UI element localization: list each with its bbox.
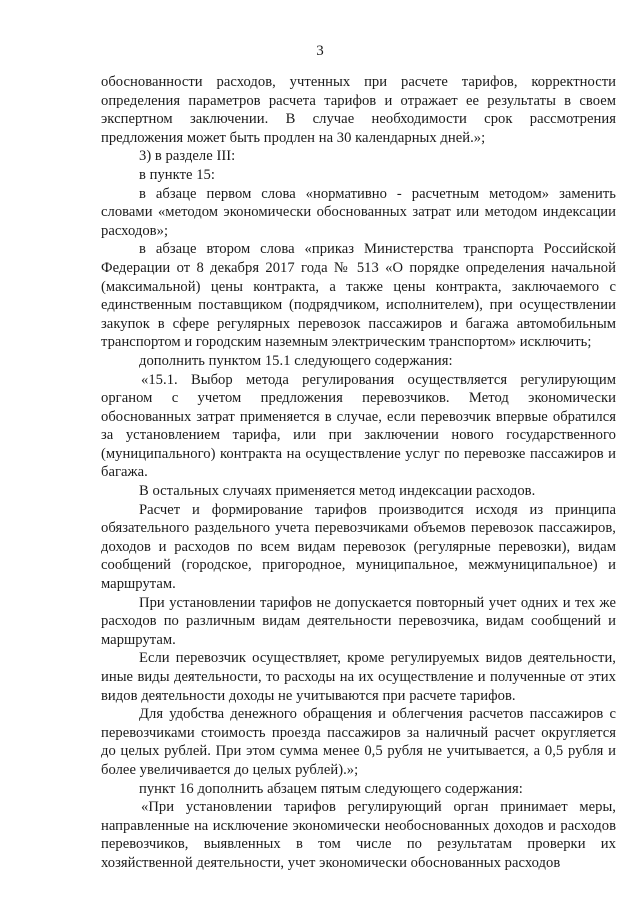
paragraph: 3) в разделе III: — [139, 148, 236, 165]
paragraph: При установлении тарифов не допускается повторный учет одних и тех же расходов по различным видам деятельности перевозчика, видам сообщений и маршрутам. — [101, 594, 616, 648]
paragraph: «15.1. Выбор метода регулирования осуществляется регулирующим органом с учетом предложения перевозчиков. Метод экономически обоснованных затрат применяется в случае, если перевозчик впервые обратился за установлением тарифа, или при заключении нового государственного (муниципального) контракта на осуществление услуг по перевозке пассажиров и багажа. — [101, 371, 616, 481]
paragraph: дополнить пунктом 15.1 следующего содержания: — [139, 352, 453, 369]
paragraph: в абзаце первом слова «нормативно - расчетным методом» заменить словами «методом экономически обоснованных затрат или методом индексации расходов»; — [101, 185, 616, 239]
paragraph: Если перевозчик осуществляет, кроме регулируемых видов деятельности, иные виды деятельности, то расходы на их осуществление и полученные от этих видов деятельности доходы не учитываются при расчете тарифов. — [101, 650, 616, 704]
paragraph: в пункте 15: — [139, 166, 215, 183]
paragraph: обоснованности расходов, учтенных при расчете тарифов, корректности определения параметров расчета тарифов и отражает ее результаты в своем экспертном заключении. В случае необходимости срок рассмотрения предложения может быть продлен на 30 календарных дней.»; — [101, 74, 616, 146]
paragraph: Для удобства денежного обращения и облегчения расчетов пассажиров с перевозчиками стоимость проезда пассажиров за наличный расчет округляется до целых рублей. При этом сумма менее 0,5 рубля не учитывается, а 0,5 рубля и более увеличивается до целых рублей).»; — [101, 706, 616, 778]
paragraph: В остальных случаях применяется метод индексации расходов. — [139, 483, 536, 500]
document-body — [101, 73, 616, 873]
paragraph: в абзаце втором слова «приказ Министерства транспорта Российской Федерации от 8 декабря 2017 года № 513 «О порядке определения начальной (максимальной) цены контракта, а также цены контракта, заключаемого с единственным поставщиком (подрядчиком, исполнителем), при осуществлении закупок в сфере регулярных перевозок пассажиров и багажа автомобильным транспортом и городским наземным электрическим транспортом» исключить; — [101, 241, 616, 351]
page-number: 3 — [316, 43, 324, 59]
paragraph: Расчет и формирование тарифов производится исходя из принципа обязательного раздельного учета перевозчиками объемов перевозок пассажиров, доходов и расходов по всем видам перевозок (регулярные перевозки), видам сообщений (городское, пригородное, муниципальное, межмуниципальное) и маршрутам. — [101, 501, 616, 593]
paragraph: «При установлении тарифов регулирующий орган принимает меры, направленные на исключение экономически необоснованных доходов и расходов перевозчиков, выявленных в том числе по результатам проверки их хозяйственной деятельности, учет экономически обоснованных расходов — [101, 799, 616, 871]
paragraph: пункт 16 дополнить абзацем пятым следующего содержания: — [139, 780, 523, 797]
